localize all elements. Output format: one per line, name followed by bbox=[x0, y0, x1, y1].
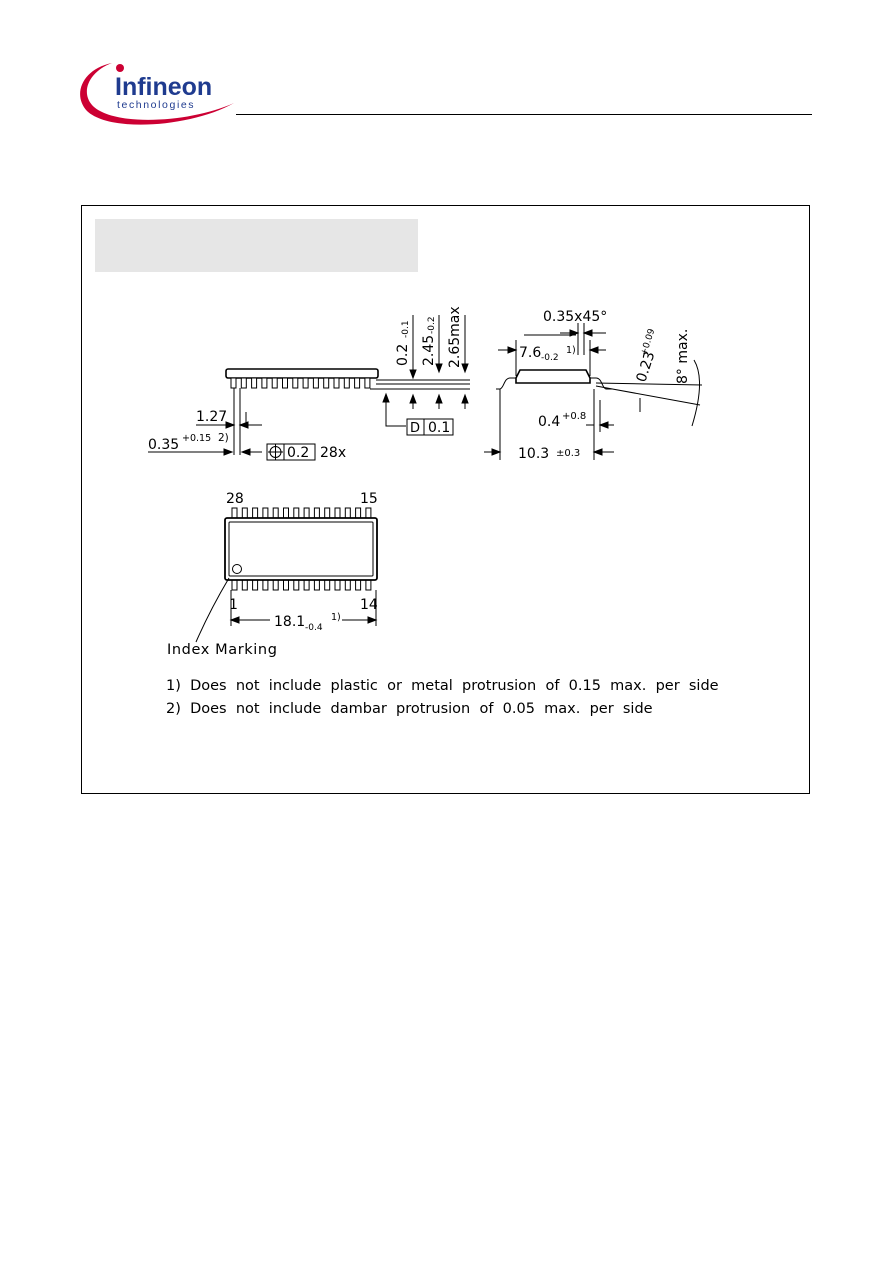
index-marking-label: Index Marking bbox=[167, 642, 278, 658]
dim-body-width-tol: -0.2 bbox=[541, 353, 559, 363]
dim-chamfer: 0.35x45° bbox=[543, 309, 608, 325]
dim-body-length: 18.1 bbox=[274, 614, 306, 630]
end-view-lead-left bbox=[496, 378, 516, 389]
side-lead bbox=[365, 378, 370, 388]
arrowhead bbox=[242, 449, 250, 455]
note-2: 2) Does not include dambar protrusion of 0.05 max. per side bbox=[166, 701, 653, 717]
arrowhead bbox=[462, 395, 468, 403]
dim-lead-thickness: 0.23 bbox=[633, 349, 659, 385]
side-lead bbox=[334, 378, 339, 388]
dim-lead-width-note: 2) bbox=[218, 432, 229, 444]
arrowhead bbox=[590, 347, 598, 353]
dim-2-45-tol: -0.2 bbox=[427, 316, 437, 334]
arrowhead bbox=[231, 617, 239, 623]
arrowhead bbox=[594, 449, 602, 455]
pin-label-15: 15 bbox=[360, 491, 378, 507]
dim-foot-length-tol: +0.8 bbox=[562, 411, 587, 422]
dim-0-2-tol: -0.1 bbox=[401, 320, 411, 338]
angle-arc bbox=[692, 360, 700, 426]
index-marking-leader bbox=[196, 578, 229, 642]
dim-lead-width-tol: +0.15 bbox=[182, 433, 212, 444]
dim-2-45: 2.45 bbox=[421, 334, 437, 366]
side-lead bbox=[231, 378, 236, 388]
side-lead bbox=[303, 378, 308, 388]
logo-name: Infineon bbox=[115, 73, 213, 101]
arrowhead bbox=[383, 394, 389, 402]
pin-label-28: 28 bbox=[226, 491, 244, 507]
dim-pitch: 1.27 bbox=[196, 409, 228, 425]
end-view-angle-line-2 bbox=[596, 386, 700, 405]
dim-lead-thickness-tol: +0.09 bbox=[639, 327, 658, 357]
arrowhead bbox=[224, 449, 232, 455]
arrowhead bbox=[368, 617, 376, 623]
side-lead bbox=[241, 378, 246, 388]
arrowhead bbox=[584, 330, 592, 336]
pin-label-1: 1 bbox=[229, 597, 238, 613]
side-lead bbox=[262, 378, 267, 388]
dim-overall-width-tol: ±0.3 bbox=[556, 448, 581, 459]
side-lead bbox=[272, 378, 277, 388]
dim-angle: 8° max. bbox=[675, 328, 691, 384]
side-lead bbox=[344, 378, 349, 388]
lead-count: 28x bbox=[320, 445, 347, 461]
dim-body-length-tol: -0.4 bbox=[305, 623, 323, 633]
end-view bbox=[484, 323, 702, 460]
side-lead bbox=[283, 378, 288, 388]
side-lead bbox=[324, 378, 329, 388]
side-lead bbox=[313, 378, 318, 388]
dim-overall-width: 10.3 bbox=[518, 446, 550, 462]
dim-body-length-note: 1) bbox=[331, 612, 341, 623]
end-view-body bbox=[516, 370, 590, 383]
side-lead bbox=[252, 378, 257, 388]
dim-0-2: 0.2 bbox=[395, 343, 411, 366]
arrowhead bbox=[226, 422, 234, 428]
side-lead bbox=[293, 378, 298, 388]
arrowhead bbox=[410, 395, 416, 403]
datum-leader bbox=[386, 394, 406, 426]
side-view-leads bbox=[231, 378, 370, 388]
dim-body-width-note: 1) bbox=[566, 345, 576, 356]
position-tolerance-value: 0.2 bbox=[287, 445, 310, 461]
dim-foot-length: 0.4 bbox=[538, 414, 561, 430]
side-lead bbox=[355, 378, 360, 388]
coplanarity-value: 0.1 bbox=[428, 420, 451, 436]
dim-2-65: 2.65max bbox=[447, 306, 463, 368]
side-view-body bbox=[226, 369, 378, 378]
arrowhead bbox=[436, 395, 442, 403]
logo-tagline: technologies bbox=[117, 99, 196, 111]
arrowhead bbox=[410, 370, 416, 378]
arrowhead bbox=[240, 422, 248, 428]
arrowhead bbox=[492, 449, 500, 455]
dim-lead-width: 0.35 bbox=[148, 437, 180, 453]
dim-body-width: 7.6 bbox=[519, 345, 542, 361]
arrowhead bbox=[508, 347, 516, 353]
datum-letter: D bbox=[410, 421, 421, 436]
arrowhead bbox=[600, 422, 608, 428]
pin-label-14: 14 bbox=[360, 597, 378, 613]
top-view-body bbox=[225, 518, 377, 580]
note-1: 1) Does not include plastic or metal protrusion of 0.15 max. per side bbox=[166, 678, 719, 694]
